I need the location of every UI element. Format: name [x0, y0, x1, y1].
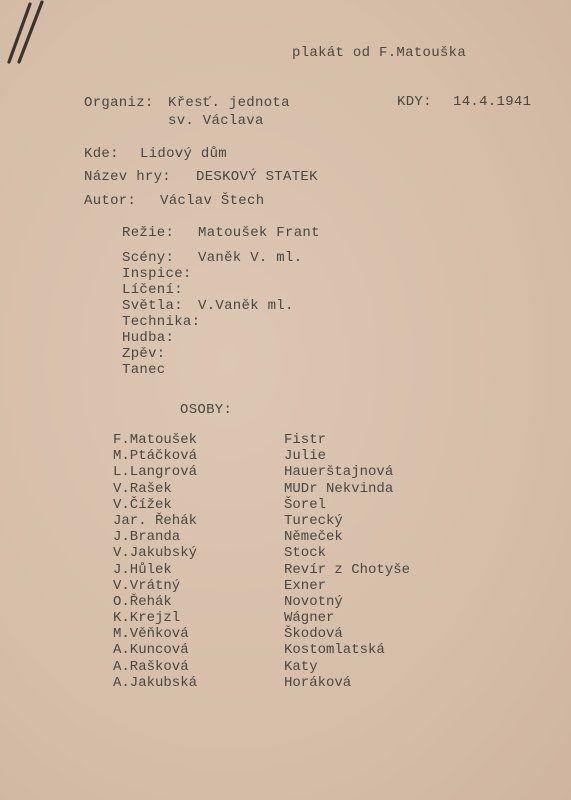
- crew-label: Hudba:: [122, 330, 175, 346]
- cast-row: [113, 642, 443, 658]
- actor-name: J.Hůlek: [113, 561, 172, 578]
- role-name: Exner: [284, 577, 327, 594]
- actor-name: Jar. Řehák: [113, 512, 198, 529]
- actor-name: V.Jakubský: [113, 545, 198, 562]
- organization-line2: sv. Václava: [168, 113, 264, 129]
- cast-row: [113, 626, 443, 642]
- actor-name: A.Rašková: [113, 658, 189, 675]
- crew-value: Matoušek Frant: [198, 225, 320, 241]
- cast-row: [113, 659, 443, 675]
- crew-value: V.Vaněk ml.: [198, 298, 294, 314]
- crew-label: Líčení:: [122, 282, 183, 298]
- play-title: DESKOVÝ STATEK: [196, 169, 318, 185]
- role-name: Katy: [284, 658, 318, 675]
- cast-row: [113, 675, 443, 691]
- role-name: Fistr: [284, 432, 327, 448]
- cast-row: [113, 448, 443, 464]
- cast-row: [113, 610, 443, 626]
- crew-label: Scény:: [122, 250, 175, 266]
- actor-name: L.Langrová: [113, 464, 198, 481]
- actor-name: M.Ptáčková: [113, 448, 198, 465]
- play-label: Název hry:: [84, 169, 172, 185]
- cast-row: [113, 562, 443, 578]
- actor-name: V.Vrátný: [113, 577, 181, 594]
- actor-name: M.Věňková: [113, 626, 189, 643]
- role-name: Turecký: [284, 512, 343, 529]
- actor-name: K.Krejzl: [113, 610, 181, 627]
- role-name: MUDr Nekvinda: [284, 480, 394, 497]
- actor-name: A.Kuncová: [113, 642, 189, 659]
- crew-label: Technika:: [122, 314, 201, 330]
- crew-value: Vaněk V. ml.: [198, 250, 303, 266]
- crew-label: Světla:: [122, 298, 183, 314]
- role-name: Horáková: [284, 674, 352, 691]
- cast-list: [113, 432, 443, 691]
- actor-name: V.Čížek: [113, 496, 172, 513]
- where-value: Lidový dům: [140, 146, 228, 162]
- cast-row: [113, 513, 443, 529]
- role-name: Wágner: [284, 610, 335, 627]
- when-value: 14.4.1941: [453, 94, 532, 110]
- header-note: plakát od F.Matouška: [292, 45, 467, 61]
- cast-row: [113, 481, 443, 497]
- role-name: Revír z Chotyše: [284, 561, 411, 578]
- role-name: Novotný: [284, 593, 343, 610]
- author-label: Autor:: [84, 193, 137, 209]
- role-name: Hauerštajnová: [284, 464, 394, 481]
- cast-row: [113, 432, 443, 448]
- crew-label: Tanec: [122, 362, 166, 378]
- role-name: Němeček: [284, 529, 343, 546]
- crew-label: Režie:: [122, 225, 175, 241]
- where-label: Kde:: [84, 146, 119, 162]
- role-name: Kostomlatská: [284, 642, 385, 659]
- cast-heading: OSOBY:: [180, 402, 233, 418]
- when-label: KDY:: [397, 94, 432, 110]
- cast-row: [113, 594, 443, 610]
- cast-row: [113, 545, 443, 561]
- organization-label: Organiz:: [84, 95, 154, 111]
- cast-row: [113, 529, 443, 545]
- actor-name: V.Rašek: [113, 480, 172, 497]
- crew-label: Inspice:: [122, 266, 192, 282]
- organization-line1: Křesť. jednota: [168, 95, 290, 111]
- pencil-mark-icon: [0, 0, 50, 75]
- role-name: Julie: [284, 448, 327, 465]
- actor-name: A.Jakubská: [113, 674, 198, 691]
- actor-name: O.Řehák: [113, 593, 172, 610]
- author-value: Václav Štech: [160, 193, 265, 209]
- role-name: Škodová: [284, 626, 343, 643]
- cast-row: [113, 578, 443, 594]
- actor-name: F.Matoušek: [113, 432, 198, 448]
- cast-row: [113, 497, 443, 513]
- actor-name: J.Branda: [113, 529, 181, 546]
- role-name: Stock: [284, 545, 327, 562]
- role-name: Šorel: [284, 496, 327, 513]
- crew-label: Zpěv:: [122, 346, 166, 362]
- cast-row: [113, 464, 443, 480]
